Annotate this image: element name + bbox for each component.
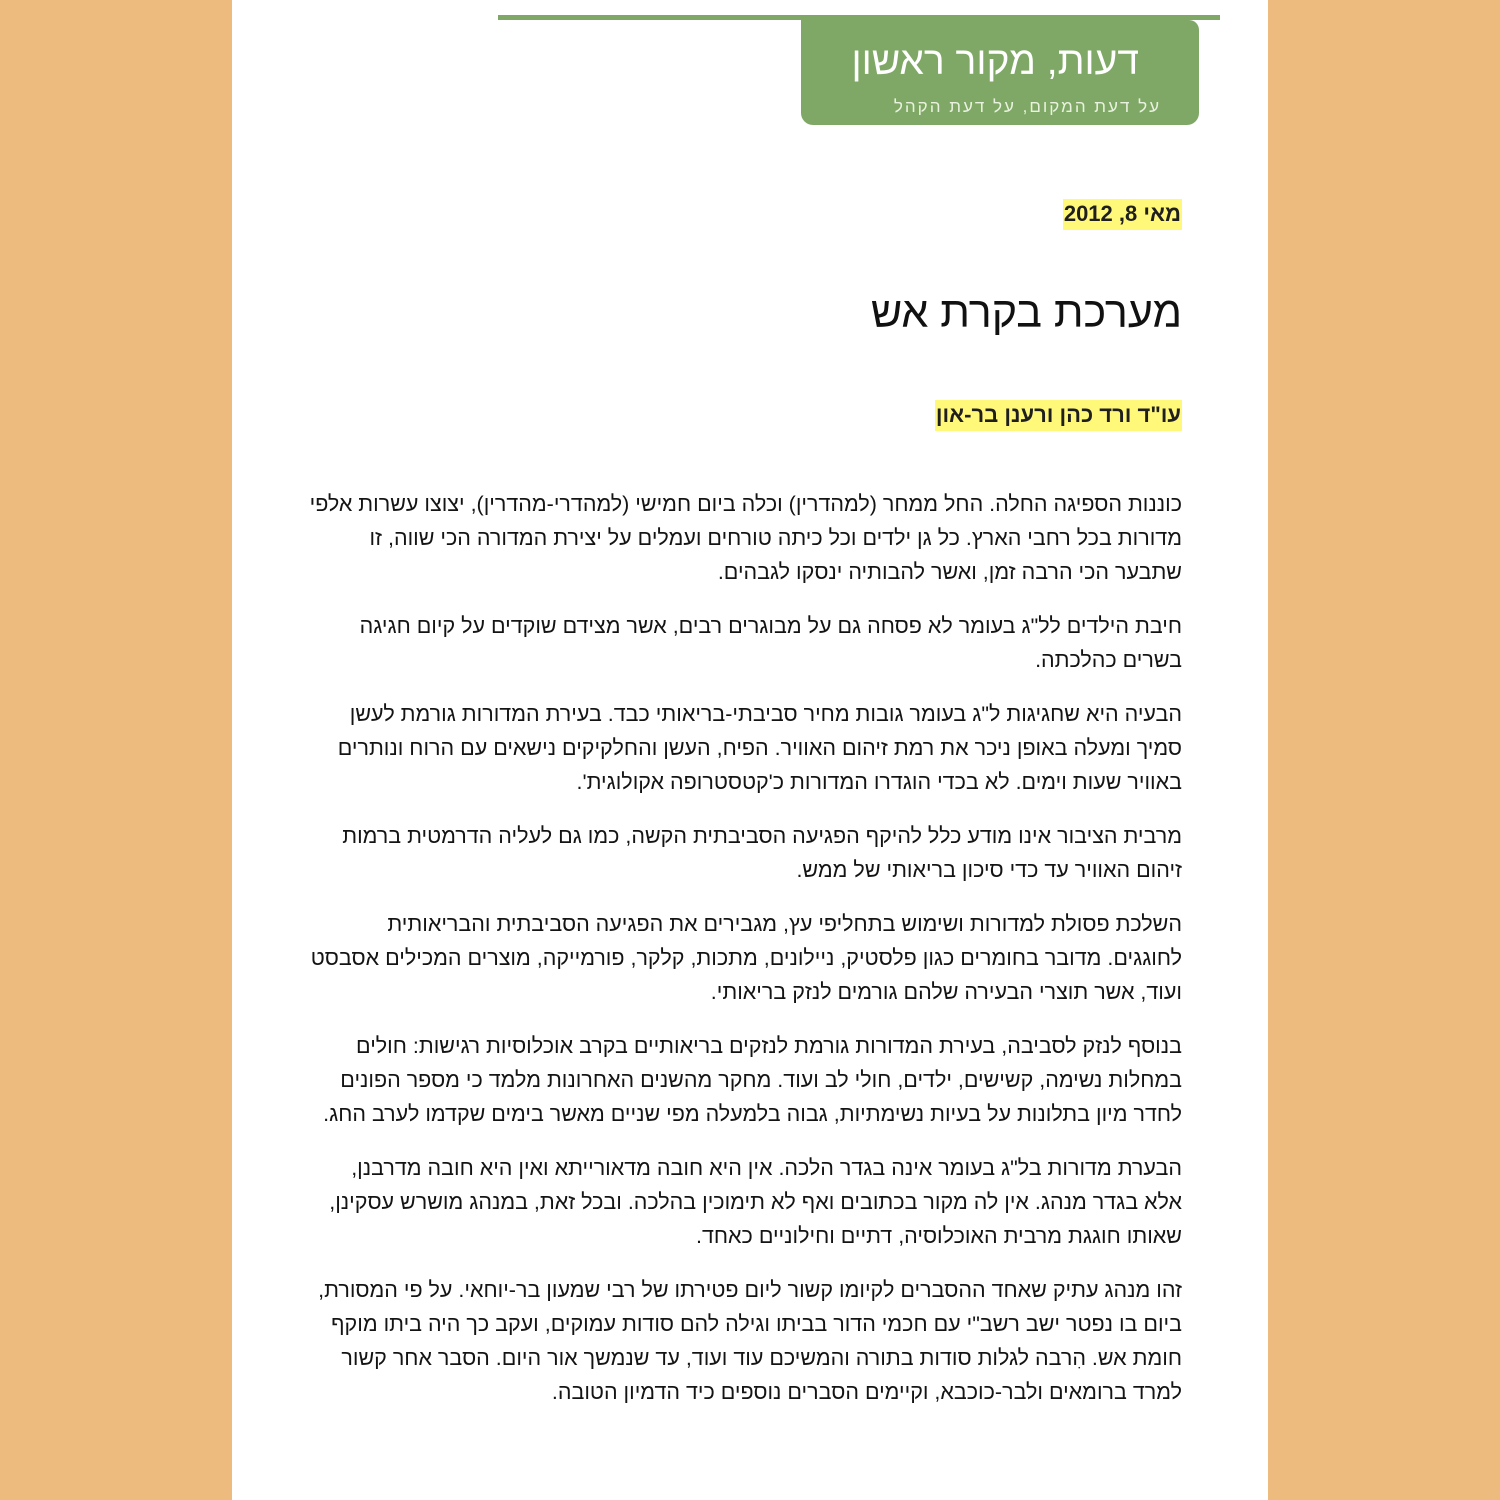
article-byline: עו"ד ורד כהן ורענן בר-און — [935, 400, 1182, 431]
body-paragraph: כוננות הספיגה החלה. החל ממחר (למהדרין) וכלה ביום חמישי (למהדרי-מהדרין), יצוצו עשרות אלפי מדורות בכל רחבי הארץ. כל גן ילדים וכל כיתה טורחים ועמלים על יצירת המדורה הכי שווה, זו שתבער הכי הרבה זמן, ואשר להבותיה ינסקו לגבהים. — [309, 492, 1182, 584]
body-paragraph: מרבית הציבור אינו מודע כלל להיקף הפגיעה הסביבתית הקשה, כמו גם לעליה הדרמטית ברמות זיהום האוויר עד כדי סיכון בריאותי של ממש. — [342, 824, 1182, 882]
body-paragraph: בנוסף לנזק לסביבה, בעירת המדורות גורמת לנזקים בריאותיים בקרב אוכלוסיות רגישות: חולים במחלות נשימה, קשישים, ילדים, חולי לב ועוד. מחקר מהשנים האחרונות מלמד כי מספר הפונים לחדר מיון בתלונות על בעיות נשימתיות, גבוה בלמעלה מפי שניים מאשר בימים שקדמו לערב החג. — [323, 1034, 1182, 1126]
body-paragraph: הבערת מדורות בל"ג בעומר אינה בגדר הלכה. אין היא חובה מדאורייתא ואין היא חובה מדרבנן, אלא בגדר מנהג. אין לה מקור בכתובים ואף לא תימוכין בהלכה. ובכל זאת, במנהג מושרש עסקינן, שאותו חוגגת מרבית האוכלוסיה, דתיים וחילוניים כאחד. — [329, 1156, 1182, 1248]
article-page — [232, 0, 1268, 1500]
article-title: מערכת בקרת אש — [870, 289, 1182, 337]
body-paragraph: הבעיה היא שחגיגות ל"ג בעומר גובות מחיר סביבתי-בריאותי כבד. בעירת המדורות גורמת לעשן סמיך ומעלה באופן ניכר את רמת זיהום האוויר. הפיח, העשן והחלקיקים נישאים עם הרוח ונותרים באוויר שעות וימים. לא בכדי הוגדרו המדורות כ'קטסטרופה אקולוגית'. — [337, 702, 1182, 794]
body-paragraph: חיבת הילדים לל"ג בעומר לא פסחה גם על מבוגרים רבים, אשר מצידם שוקדים על קיום חגיגה בשרים כהלכתה. — [359, 614, 1182, 672]
masthead-banner — [801, 20, 1199, 125]
article-body — [308, 487, 1182, 1429]
body-paragraph: זהו מנהג עתיק שאחד ההסברים לקיומו קשור ליום פטירתו של רבי שמעון בר-יוחאי. על פי המסורת, ביום בו נפטר ישב רשב"י עם חכמי הדור בביתו וגילה להם סודות עמוקים, ועקב כך היה ביתו מוקף חומת אש. הִרבה לגלות סודות בתורה והמשיכם עוד ועוד, עד שנמשך אור היום. הסבר אחר קשור למרד ברומאים ולבר-כוכבא, וקיימים הסברים נוספים כיד הדמיון הטובה. — [318, 1278, 1182, 1404]
masthead-slogan: על דעת המקום, על דעת הקהל — [893, 97, 1161, 116]
body-paragraph: השלכת פסולת למדורות ושימוש בתחליפי עץ, מגבירים את הפגיעה הסביבתית והבריאותית לחוגגים. מדובר בחומרים כגון פלסטיק, ניילונים, מתכות, קלקר, פורמייקה, מוצרים המכילים אסבסט ועוד, אשר תוצרי הבעירה שלהם גורמים לנזק בריאותי. — [310, 912, 1182, 1004]
masthead-title: דעות, מקור ראשון — [851, 40, 1139, 83]
article-date: מאי 8, 2012 — [1063, 199, 1182, 230]
